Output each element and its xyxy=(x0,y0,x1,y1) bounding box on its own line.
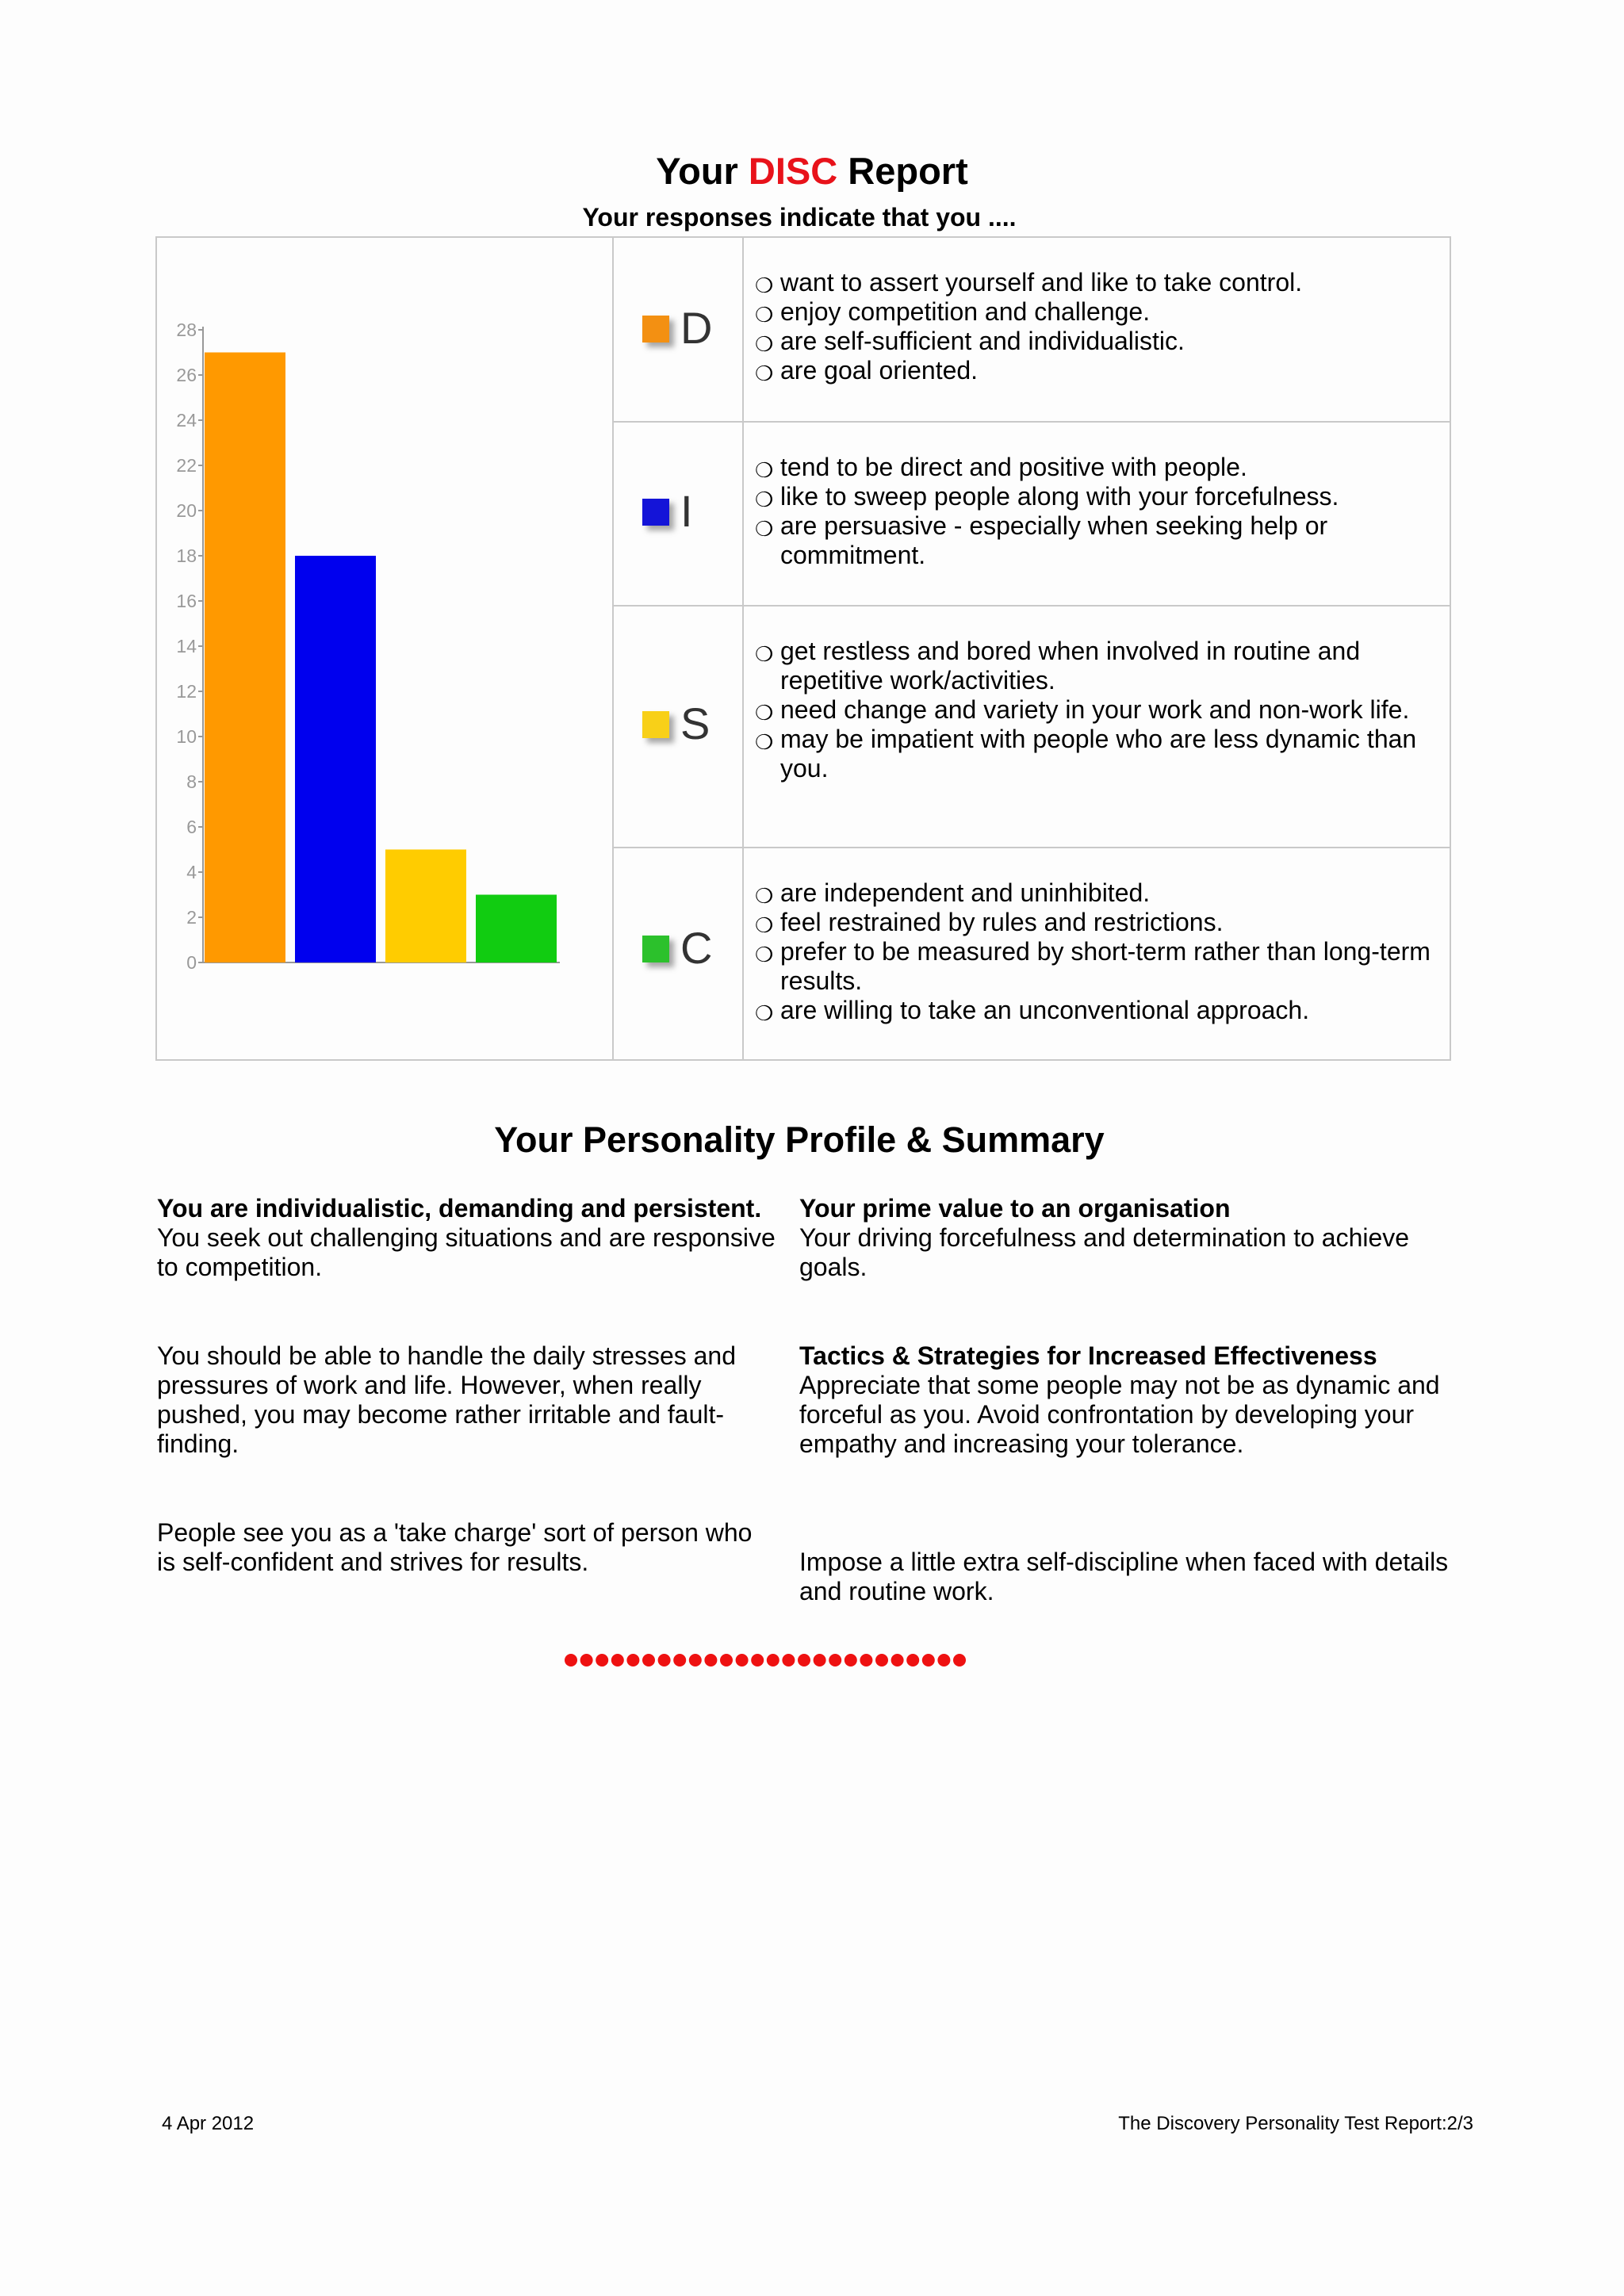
y-tick-label: 24 xyxy=(176,410,197,430)
list-item: tend to be direct and positive with people. ❍ xyxy=(780,453,1435,482)
y-tick-label: 0 xyxy=(186,952,197,973)
row-letter: I xyxy=(680,486,693,536)
footer-date: 4 Apr 2012 xyxy=(162,2113,255,2134)
profile-left-p1 xyxy=(157,1194,791,1282)
bullet-icon: ❍ xyxy=(755,458,774,482)
bar-c xyxy=(476,895,557,963)
divider-dot xyxy=(891,1654,904,1667)
divider-dot xyxy=(736,1654,749,1667)
profile-right-p3: Impose a little extra self-discipline when faced with details and routine work. xyxy=(799,1548,1449,1605)
y-tick-label: 8 xyxy=(186,771,197,792)
bar-d xyxy=(205,353,285,963)
tactics-text: Appreciate that some people may not be as dynamic and forceful as you. Avoid confrontation by developing your empathy and increasing your tolerance. xyxy=(799,1371,1440,1458)
letter-cell xyxy=(614,423,744,605)
disc-table xyxy=(155,236,1451,1061)
report-title xyxy=(0,149,1624,193)
tactics-heading: Tactics & Strategies for Increased Effectiveness xyxy=(799,1341,1377,1370)
disc-row-i xyxy=(614,423,1450,607)
divider-dot xyxy=(767,1654,779,1667)
divider-dot xyxy=(658,1654,671,1667)
divider-dot xyxy=(875,1654,888,1667)
row-letter: S xyxy=(680,698,710,748)
profile-lead: You are individualistic, demanding and persistent. xyxy=(157,1194,762,1223)
row-letter: D xyxy=(680,303,713,353)
divider-dot xyxy=(642,1654,655,1667)
bullet-icon: ❍ xyxy=(755,1001,774,1025)
title-suffix: Report xyxy=(837,150,968,192)
divider-dot xyxy=(814,1654,826,1667)
profile-title: Your Personality Profile & Summary xyxy=(494,1119,1105,1160)
s-swatch-icon xyxy=(642,711,669,738)
y-tick-label: 22 xyxy=(176,455,197,476)
items-cell xyxy=(744,238,1450,421)
divider-dot xyxy=(704,1654,717,1667)
disc-chart-cell xyxy=(157,238,614,1059)
divider-dot xyxy=(860,1654,872,1667)
y-tick-label: 2 xyxy=(186,907,197,928)
bullet-icon: ❍ xyxy=(755,913,774,937)
disc-bar-chart xyxy=(157,238,612,1059)
list-item: are independent and uninhibited. ❍ xyxy=(780,878,1435,908)
bullet-icon: ❍ xyxy=(755,332,774,356)
bullet-icon: ❍ xyxy=(755,517,774,541)
divider-dot xyxy=(845,1654,857,1667)
bullet-icon: ❍ xyxy=(755,943,774,966)
bullet-icon: ❍ xyxy=(755,730,774,754)
list-item: need change and variety in your work and non-work life. ❍ xyxy=(780,695,1435,725)
list-item: enjoy competition and challenge. ❍ xyxy=(780,297,1435,327)
letter-cell xyxy=(614,607,744,847)
d-swatch-icon xyxy=(642,316,669,342)
bullet-icon: ❍ xyxy=(755,362,774,385)
profile-left-p2: You should be able to handle the daily stresses and pressures of work and life. However, when really pushed, you may become rather irritable and fault-finding. xyxy=(157,1341,737,1458)
list-item: may be impatient with people who are less dynamic than you. ❍ xyxy=(755,725,1417,783)
y-tick-label: 28 xyxy=(176,320,197,340)
trait-list xyxy=(744,453,1450,570)
list-item: like to sweep people along with your forcefulness. ❍ xyxy=(780,482,1435,511)
items-cell xyxy=(744,848,1450,1059)
y-tick-label: 18 xyxy=(176,545,197,566)
list-item: are goal oriented. ❍ xyxy=(780,356,1435,385)
list-item: are persuasive - especially when seeking help or commitment. ❍ xyxy=(755,511,1328,569)
y-tick-label: 16 xyxy=(176,591,197,611)
divider-dot xyxy=(751,1654,764,1667)
divider-dot xyxy=(673,1654,686,1667)
bullet-icon: ❍ xyxy=(755,274,774,297)
divider-dot xyxy=(626,1654,639,1667)
title-highlight: DISC xyxy=(748,150,838,192)
divider-dot xyxy=(580,1654,593,1667)
bullet-icon: ❍ xyxy=(755,303,774,327)
profile-left-p3: People see you as a 'take charge' sort of person who is self-confident and strives for results. xyxy=(157,1518,753,1576)
divider-dot xyxy=(937,1654,950,1667)
prime-value-heading: Your prime value to an organisation xyxy=(799,1194,1231,1223)
divider-dot xyxy=(565,1654,577,1667)
row-letter: C xyxy=(680,923,713,973)
y-tick-label: 10 xyxy=(176,726,197,747)
divider-dot xyxy=(720,1654,733,1667)
disc-row-d xyxy=(614,238,1450,423)
divider-dot xyxy=(689,1654,702,1667)
footer-page: The Discovery Personality Test Report:2/3 xyxy=(1118,2113,1473,2134)
letter-cell xyxy=(614,848,744,1059)
dotted-divider xyxy=(563,1652,975,1668)
y-tick-label: 6 xyxy=(186,817,197,837)
bar-s xyxy=(385,850,466,963)
y-tick-label: 14 xyxy=(176,636,197,656)
items-cell xyxy=(744,423,1450,605)
y-tick-label: 26 xyxy=(176,365,197,385)
divider-dot xyxy=(782,1654,795,1667)
divider-dot xyxy=(611,1654,624,1667)
bullet-icon: ❍ xyxy=(755,884,774,908)
y-tick-label: 20 xyxy=(176,500,197,521)
list-item: feel restrained by rules and restrictions. ❍ xyxy=(780,908,1435,937)
prime-value-text: Your driving forcefulness and determination to achieve goals. xyxy=(799,1223,1410,1281)
profile-right-block2 xyxy=(799,1341,1450,1459)
profile-right-block1 xyxy=(799,1194,1450,1282)
bullet-icon: ❍ xyxy=(755,488,774,511)
list-item: get restless and bored when involved in routine and repetitive work/activities. ❍ xyxy=(755,637,1361,695)
c-swatch-icon xyxy=(642,936,669,962)
divider-dot xyxy=(596,1654,608,1667)
y-tick-label: 12 xyxy=(176,681,197,702)
disc-row-c xyxy=(614,848,1450,1059)
list-item: are self-sufficient and individualistic. ❍ xyxy=(780,327,1435,356)
y-tick-label: 4 xyxy=(186,862,197,882)
disc-row-s xyxy=(614,607,1450,848)
report-subtitle: Your responses indicate that you .... xyxy=(582,203,1017,232)
divider-dot xyxy=(829,1654,841,1667)
bar-i xyxy=(295,556,376,962)
trait-list xyxy=(744,637,1450,783)
bullet-icon: ❍ xyxy=(755,642,774,666)
i-swatch-icon xyxy=(642,499,669,526)
trait-list xyxy=(744,878,1450,1025)
items-cell xyxy=(744,607,1450,847)
list-item: are willing to take an unconventional approach. ❍ xyxy=(780,996,1435,1025)
divider-dot xyxy=(906,1654,919,1667)
divider-dot xyxy=(953,1654,966,1667)
list-item: want to assert yourself and like to take control. ❍ xyxy=(780,268,1435,297)
trait-list xyxy=(744,268,1450,385)
divider-dot xyxy=(798,1654,810,1667)
divider-dot xyxy=(922,1654,935,1667)
title-prefix: Your xyxy=(656,150,749,192)
profile-lead-rest: You seek out challenging situations and are responsive to competition. xyxy=(157,1223,776,1281)
list-item: prefer to be measured by short-term rather than long-term results. ❍ xyxy=(755,937,1431,995)
bullet-icon: ❍ xyxy=(755,701,774,725)
letter-cell xyxy=(614,238,744,421)
